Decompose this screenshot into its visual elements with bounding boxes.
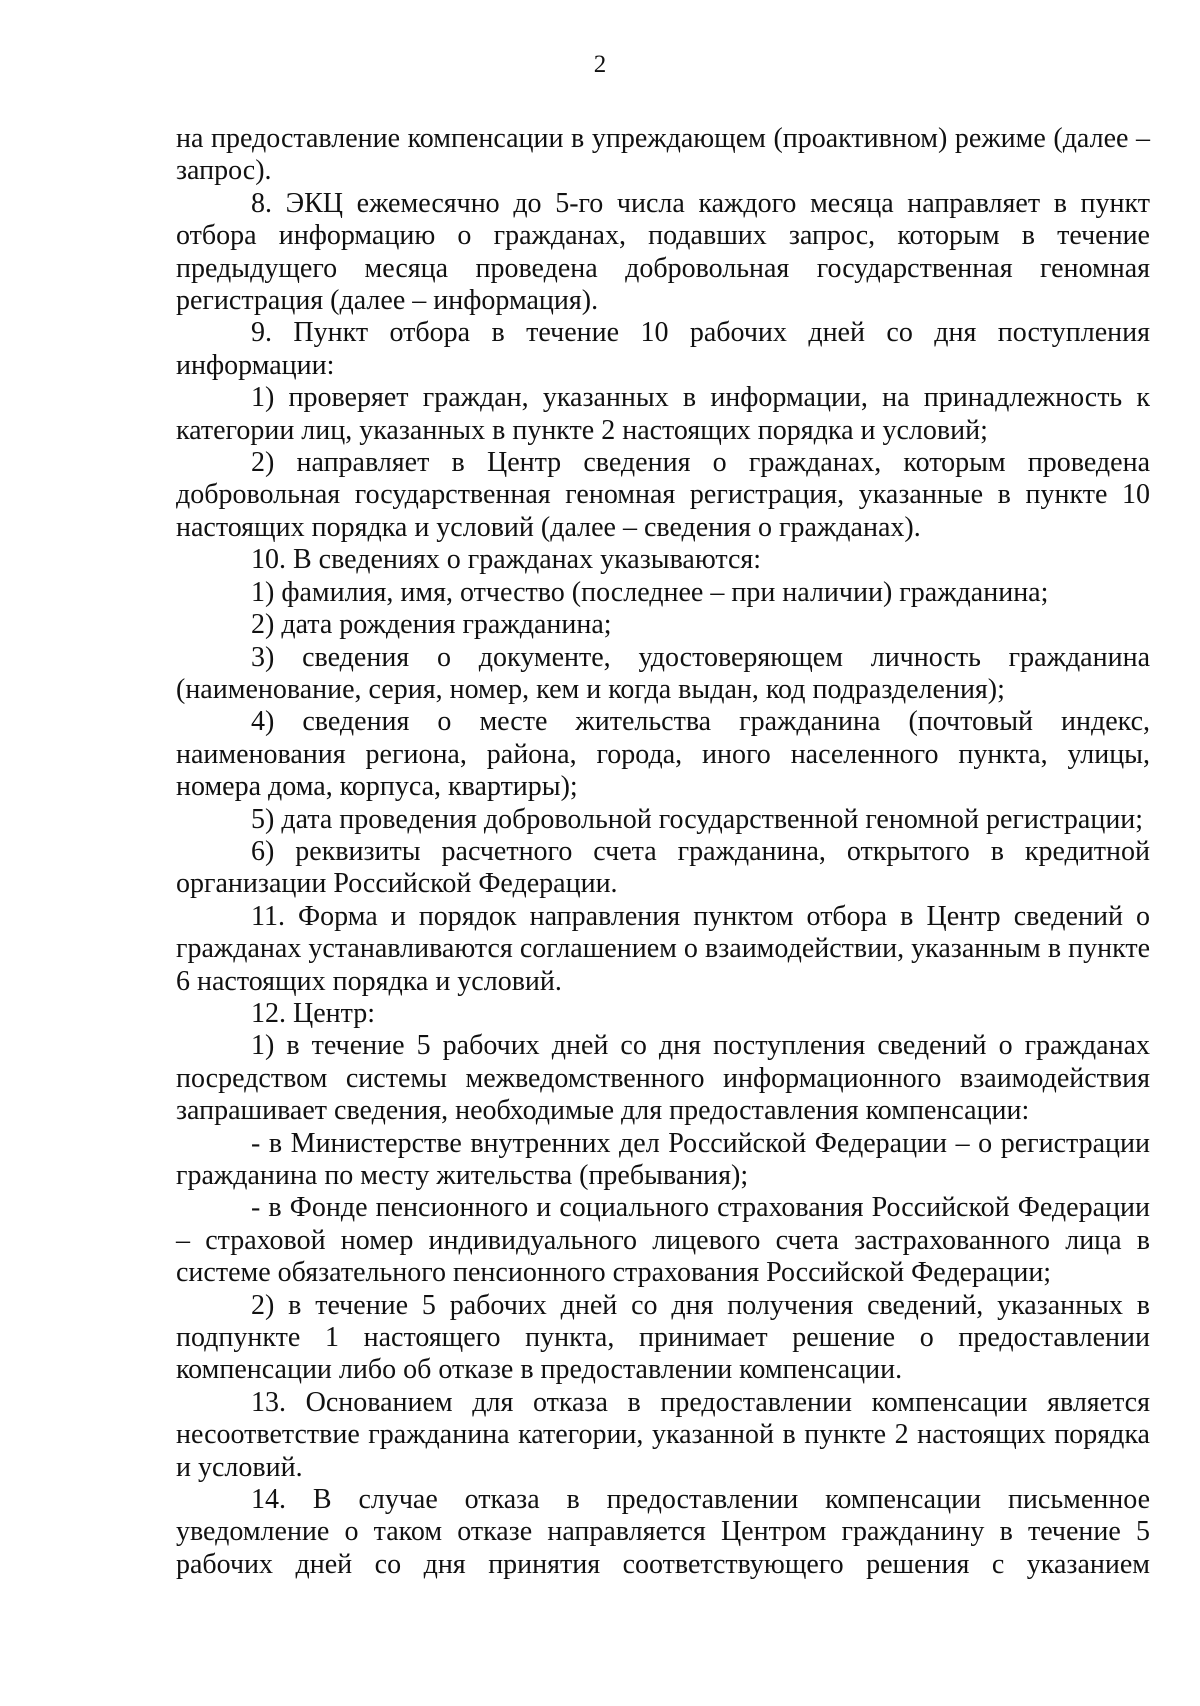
clause-10-item-4: 4) сведения о месте жительства гражданина (почтовый индекс, наименования региона, района, города, иного населенного пункта, улицы, номера дома, корпуса, квартиры);	[176, 706, 1150, 803]
clause-10-item-6: 6) реквизиты расчетного счета гражданина, открытого в кредитной организации Российской Федерации.	[176, 835, 1150, 900]
clause-12-item-1-sfr: - в Фонде пенсионного и социального страхования Российской Федерации – страховой номер индивидуального лицевого счета застрахованного лица в системе обязательного пенсионного страхования Российской Федерации;	[176, 1192, 1150, 1289]
clause-10-item-2: 2) дата рождения гражданина;	[251, 609, 612, 641]
clause-13: 13. Основанием для отказа в предоставлении компенсации является несоответствие гражданина категории, указанной в пункте 2 настоящих порядка и условий.	[176, 1386, 1150, 1483]
clause-8: 8. ЭКЦ ежемесячно до 5-го числа каждого месяца направляет в пункт отбора информацию о гражданах, подавших запрос, которым в течение предыдущего месяца проведена добровольная государственная геномная регистрация (далее – информация).	[176, 187, 1150, 317]
clause-12-item-1-mvd: - в Министерстве внутренних дел Российской Федерации – о регистрации гражданина по месту жительства (пребывания);	[176, 1127, 1150, 1191]
clause-9-item-1: 1) проверяет граждан, указанных в информации, на принадлежность к категории лиц, указанных в пункте 2 настоящих порядка и условий;	[176, 382, 1150, 446]
clause-10-item-3: 3) сведения о документе, удостоверяющем личность гражданина (наименование, серия, номер, кем и когда выдан, код подразделения);	[176, 641, 1150, 705]
document-body	[176, 123, 1150, 1581]
clause-12-item-2: 2) в течение 5 рабочих дней со дня получения сведений, указанных в подпункте 1 настоящего пункта, принимает решение о предоставлении компенсации либо об отказе в предоставлении компенсации.	[176, 1289, 1150, 1386]
page-number: 2	[593, 51, 607, 78]
clause-12-item-1: 1) в течение 5 рабочих дней со дня поступления сведений о гражданах посредством системы межведомственного информационного взаимодействия запрашивает сведения, необходимые для предоставления компенсации:	[176, 1030, 1150, 1127]
clause-10-item-1: 1) фамилия, имя, отчество (последнее – при наличии) гражданина;	[251, 576, 1049, 608]
clause-12: 12. Центр:	[251, 997, 375, 1029]
clause-9-item-2: 2) направляет в Центр сведения о гражданах, которым проведена добровольная государственная геномная регистрация, указанные в пункте 10 настоящих порядка и условий (далее – сведения о гражданах).	[176, 447, 1150, 543]
clause-10-item-5: 5) дата проведения добровольной государственной геномной регистрации;	[251, 803, 1144, 835]
clause-10: 10. В сведениях о гражданах указываются:	[251, 544, 762, 576]
clause-14: 14. В случае отказа в предоставлении компенсации письменное уведомление о таком отказе направляется Центром гражданину в течение 5 рабочих дней со дня принятия соответствующего решения с указанием	[176, 1484, 1150, 1580]
paragraph-request-continuation: на предоставление компенсации в упреждающем (проактивном) режиме (далее – запрос).	[176, 123, 1150, 187]
clause-9: 9. Пункт отбора в течение 10 рабочих дней со дня поступления информации:	[176, 317, 1150, 381]
clause-11: 11. Форма и порядок направления пунктом отбора в Центр сведений о гражданах устанавливаются соглашением о взаимодействии, указанным в пункте 6 настоящих порядка и условий.	[176, 900, 1150, 997]
